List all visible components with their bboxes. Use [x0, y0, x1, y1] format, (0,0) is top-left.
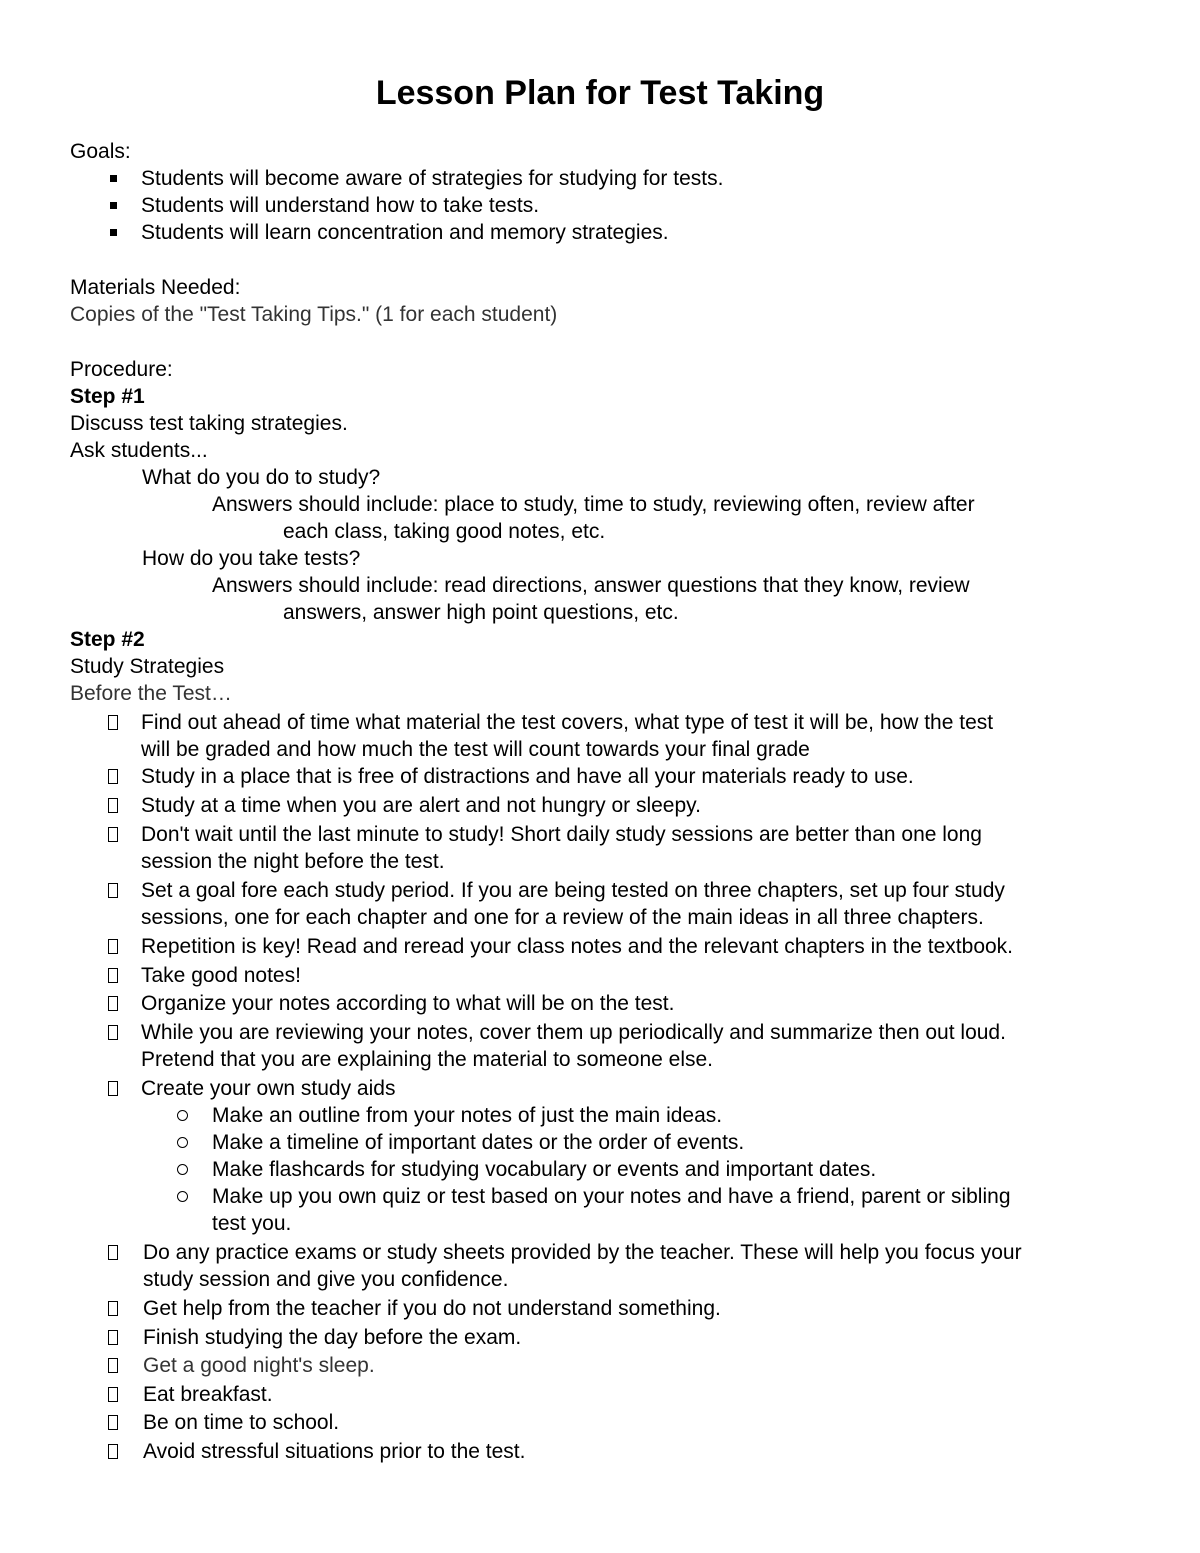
bullet-box-icon	[108, 1358, 118, 1373]
bullet-box-icon	[108, 996, 118, 1011]
strategy-item: Avoid stressful situations prior to the test.	[143, 1440, 526, 1463]
bullet-circle-icon	[177, 1137, 188, 1148]
study-aid-item: Make an outline from your notes of just the main ideas.	[212, 1104, 723, 1127]
study-aid-item: Make up you own quiz or test based on your notes and have a friend, parent or sibling	[212, 1185, 1011, 1208]
strategy-item-cont: session the night before the test.	[141, 850, 445, 873]
study-aid-item: Make flashcards for studying vocabulary or events and important dates.	[212, 1158, 877, 1181]
step1-question: What do you do to study?	[142, 466, 381, 489]
materials-label: Materials Needed:	[70, 276, 241, 299]
bullet-square-icon	[110, 229, 117, 236]
document-title: Lesson Plan for Test Taking	[375, 74, 825, 112]
bullet-box-icon	[108, 1387, 118, 1402]
strategy-item: Eat breakfast.	[143, 1383, 273, 1406]
strategy-item: Find out ahead of time what material the test covers, what type of test it will be, how the test	[141, 711, 994, 734]
step1-line: Ask students...	[70, 439, 208, 462]
bullet-box-icon	[108, 883, 118, 898]
bullet-box-icon	[108, 1025, 118, 1040]
bullet-box-icon	[108, 1444, 118, 1459]
step1-line: Discuss test taking strategies.	[70, 412, 348, 435]
bullet-box-icon	[108, 1415, 118, 1430]
step1-answer: answers, answer high point questions, etc.	[283, 601, 679, 624]
bullet-box-icon	[108, 968, 118, 983]
bullet-square-icon	[110, 202, 117, 209]
bullet-circle-icon	[177, 1191, 188, 1202]
strategy-item: Organize your notes according to what will be on the test.	[141, 992, 675, 1015]
strategy-item-cont: study session and give you confidence.	[143, 1268, 509, 1291]
strategy-item-cont: Pretend that you are explaining the material to someone else.	[141, 1048, 714, 1071]
bullet-circle-icon	[177, 1164, 188, 1175]
bullet-box-icon	[108, 1301, 118, 1316]
study-aid-item-cont: test you.	[212, 1212, 292, 1235]
goal-item: Students will learn concentration and memory strategies.	[141, 221, 669, 244]
bullet-box-icon	[108, 798, 118, 813]
step2-heading: Step #2	[70, 628, 145, 651]
step1-answer: each class, taking good notes, etc.	[283, 520, 606, 543]
strategy-item: Take good notes!	[141, 964, 301, 987]
bullet-circle-icon	[177, 1110, 188, 1121]
strategy-item-cont: will be graded and how much the test will count towards your final grade	[141, 738, 810, 761]
strategy-item: Study in a place that is free of distractions and have all your materials ready to use.	[141, 765, 914, 788]
bullet-square-icon	[110, 175, 117, 182]
strategy-item: Do any practice exams or study sheets provided by the teacher. These will help you focus your	[143, 1241, 1022, 1264]
strategy-item: Don't wait until the last minute to study! Short daily study sessions are better than one long	[141, 823, 982, 846]
bullet-box-icon	[108, 1081, 118, 1096]
step2-line: Before the Test…	[70, 682, 232, 705]
step1-answer: Answers should include: place to study, time to study, reviewing often, review after	[212, 493, 975, 516]
strategy-item: Finish studying the day before the exam.	[143, 1326, 522, 1349]
bullet-box-icon	[108, 939, 118, 954]
bullet-box-icon	[108, 827, 118, 842]
goal-item: Students will become aware of strategies for studying for tests.	[141, 167, 724, 190]
materials-text: Copies of the "Test Taking Tips." (1 for each student)	[70, 303, 558, 326]
goals-label: Goals:	[70, 140, 131, 163]
strategy-item: Get help from the teacher if you do not understand something.	[143, 1297, 721, 1320]
bullet-box-icon	[108, 1245, 118, 1260]
strategy-item: Be on time to school.	[143, 1411, 340, 1434]
strategy-item: Set a goal fore each study period. If you are being tested on three chapters, set up four study	[141, 879, 1005, 902]
strategy-item: Study at a time when you are alert and not hungry or sleepy.	[141, 794, 701, 817]
step2-line: Study Strategies	[70, 655, 225, 678]
step1-question: How do you take tests?	[142, 547, 361, 570]
strategy-item-cont: sessions, one for each chapter and one for a review of the main ideas in all three chapters.	[141, 906, 984, 929]
strategy-item: Create your own study aids	[141, 1077, 396, 1100]
bullet-box-icon	[108, 769, 118, 784]
strategy-item: Get a good night's sleep.	[143, 1354, 375, 1377]
step1-heading: Step #1	[70, 385, 145, 408]
bullet-box-icon	[108, 715, 118, 730]
bullet-box-icon	[108, 1330, 118, 1345]
strategy-item: Repetition is key! Read and reread your class notes and the relevant chapters in the textbook.	[141, 935, 1014, 958]
study-aid-item: Make a timeline of important dates or the order of events.	[212, 1131, 745, 1154]
strategy-item: While you are reviewing your notes, cover them up periodically and summarize then out loud.	[141, 1021, 1006, 1044]
procedure-label: Procedure:	[70, 358, 173, 381]
step1-answer: Answers should include: read directions, answer questions that they know, review	[212, 574, 970, 597]
goal-item: Students will understand how to take tests.	[141, 194, 540, 217]
